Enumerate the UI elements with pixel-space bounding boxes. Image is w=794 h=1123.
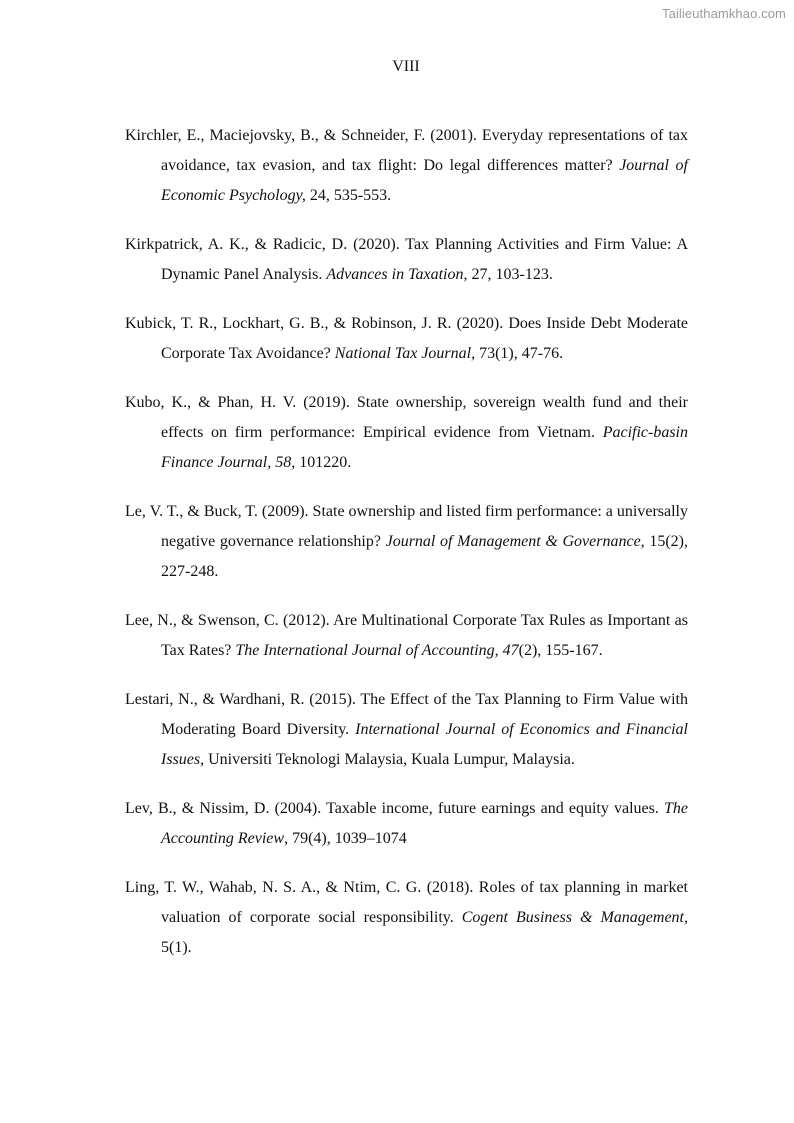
reference-source: National Tax Journal,: [334, 345, 476, 362]
reference-details: 73(1), 47-76.: [475, 345, 564, 362]
reference-details: 15(2), 227-248.: [161, 533, 688, 580]
reference-text: Le, V. T., & Buck, T. (2009). State ownership and listed firm performance: a universally negative governance relationship?: [125, 503, 688, 550]
reference-source: Cogent Business & Management,: [461, 909, 688, 926]
reference-details: , 79(4), 1039–1074: [284, 830, 407, 847]
reference-details: , 101220.: [291, 454, 352, 471]
reference-text: Ling, T. W., Wahab, N. S. A., & Ntim, C. G. (2018). Roles of tax planning in market valuation of corporate social responsibility.: [125, 879, 688, 926]
reference-details: 5(1).: [161, 939, 192, 956]
reference-text: Lee, N., & Swenson, C. (2012). Are Multinational Corporate Tax Rules as Important as Tax Rates?: [125, 612, 688, 659]
reference-details: (2), 155-167.: [518, 642, 603, 659]
reference-source: Pacific-basin Finance Journal, 58: [161, 424, 688, 471]
reference-details: , Universiti Teknologi Malaysia, Kuala Lumpur, Malaysia.: [200, 751, 575, 768]
reference-entry: [125, 497, 688, 587]
reference-source: The Accounting Review: [161, 800, 688, 847]
reference-text: Kirkpatrick, A. K., & Radicic, D. (2020). Tax Planning Activities and Firm Value: A Dynamic Panel Analysis.: [125, 236, 688, 283]
page-number: VIII: [392, 58, 420, 75]
reference-source: Journal of Management & Governance,: [385, 533, 645, 550]
reference-source: The International Journal of Accounting, 47: [235, 642, 519, 659]
reference-entry: [125, 121, 688, 211]
reference-entry: [125, 685, 688, 775]
reference-entry: [125, 873, 688, 963]
watermark-text: Tailieuthamkhao.com: [661, 6, 786, 21]
reference-details: , 27, 103-123.: [463, 266, 553, 283]
reference-entry: [125, 606, 688, 666]
reference-text: Lestari, N., & Wardhani, R. (2015). The Effect of the Tax Planning to Firm Value with Moderating Board Diversity.: [125, 691, 688, 738]
reference-source: Advances in Taxation: [326, 266, 464, 283]
reference-text: Kubick, T. R., Lockhart, G. B., & Robinson, J. R. (2020). Does Inside Debt Moderate Corporate Tax Avoidance?: [125, 315, 688, 362]
reference-entry: [125, 794, 688, 854]
reference-text: Kubo, K., & Phan, H. V. (2019). State ownership, sovereign wealth fund and their effects on firm performance: Empirical evidence from Vietnam.: [125, 394, 688, 441]
reference-source: International Journal of Economics and Financial Issues: [161, 721, 688, 768]
reference-text: Lev, B., & Nissim, D. (2004). Taxable income, future earnings and equity values.: [125, 800, 664, 817]
reference-entry: [125, 388, 688, 478]
reference-details: 24, 535-553.: [305, 187, 392, 204]
reference-entry: [125, 309, 688, 369]
reference-source: Journal of Economic Psychology,: [161, 157, 688, 204]
reference-entry: [125, 230, 688, 290]
reference-text: Kirchler, E., Maciejovsky, B., & Schneider, F. (2001). Everyday representations of tax avoidance, tax evasion, and tax flight: Do legal differences matter?: [125, 127, 688, 174]
reference-list: [125, 121, 688, 982]
